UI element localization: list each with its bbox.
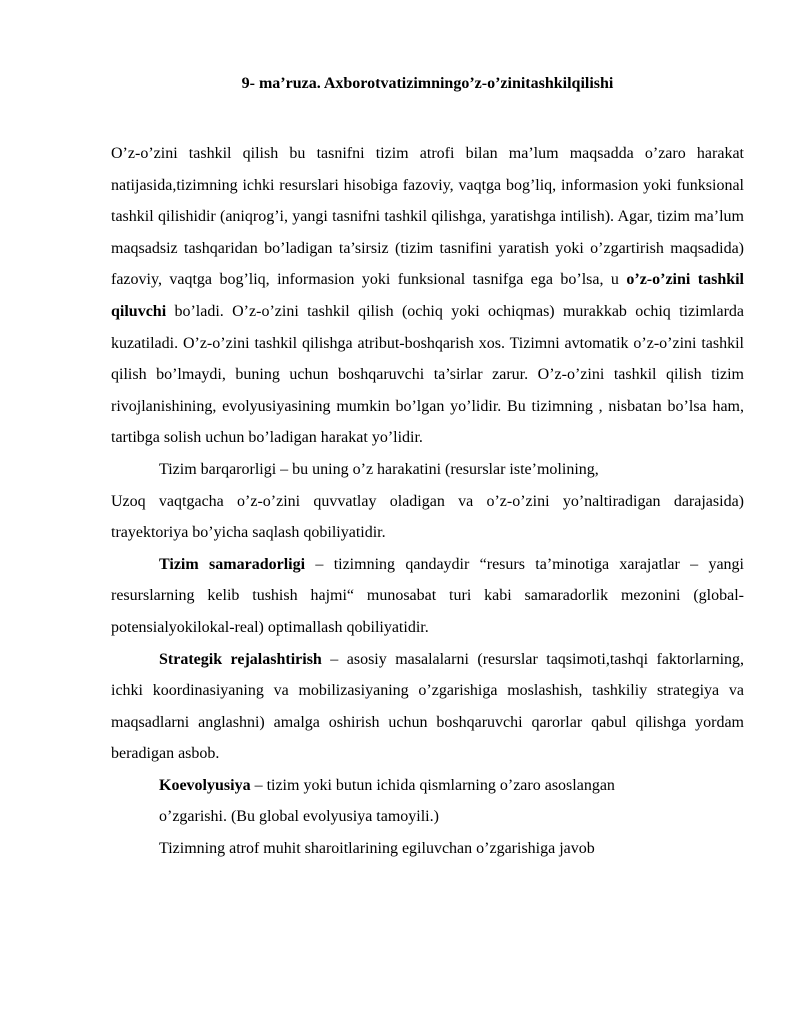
- paragraph-self-organization: [111, 138, 744, 454]
- document-body: [111, 138, 744, 865]
- bold-term-coevolution: Koevolyusiya: [159, 776, 251, 794]
- bold-term-strategic-planning: Strategik rejalashtirish: [159, 650, 322, 668]
- paragraph-text: – tizim yoki butun ichida qismlarning o’zaro asoslangan: [250, 776, 615, 794]
- bold-term-system-efficiency: Tizim samaradorligi: [159, 555, 306, 573]
- paragraph-system-stability: Tizim barqarorligi – bu uning o’z harakatini (resurslar iste’molining,: [159, 460, 599, 478]
- paragraph-text: – tizimning qandaydir “resurs ta’minotiga xarajatlar – yangi resurslarning kelib tushish hajmi“ munosabat turi kabi samaradorlik mezonini (global-potensialyokilokal-real) optimallash qobiliyatidir.: [111, 555, 744, 636]
- paragraph-stability-continued: Uzoq vaqtgacha o’z-o’zini quvvatlay oladigan va o’z-o’zini yo’naltiradigan darajasida) trayektoriya bo’yicha saqlash qobiliyatidir.: [111, 492, 744, 542]
- page-title: 9- ma’ruza. Axborotvatizimningo’z-o’zinitashkilqilishi: [241, 75, 614, 92]
- document-page: [111, 0, 744, 865]
- paragraph-text: – asosiy masalalarni (resurslar taqsimoti,tashqi faktorlarning, ichki koordinasiyaning va mobilizasiyaning o’zgarishiga moslashish, tashkiliy strategiya va maqsadlarni anglashni) amalga oshirish uchun boshqaruvchi qarorlar qabul qilishga yordam beradigan asbob.: [111, 650, 745, 763]
- paragraph-system-efficiency: [111, 549, 744, 644]
- paragraph-coevolution-continued: o’zgarishi. (Bu global evolyusiya tamoyili.): [159, 808, 439, 826]
- paragraph-text: O’z-o’zini tashkil qilish bu tasnifni tizim atrofi bilan ma’lum maqsadda o’zaro harakat natijasida,tizimning ichki resurslari hisobiga fazoviy, vaqtga bog’liq, informasion yoki funksional tashkil qilishidir (aniqrog’i, yangi tasnifni tashkil qilishga, yaratishga intilish). Agar, tizim ma’lum maqsadsiz tashqaridan bo’ladigan ta’sirsiz (tizim tasnifini yaratish yoki o’zgartirish maqsadida) fazoviy, vaqtga bog’liq, informasion yoki funksional tasnifga ega bo’lsa, u: [111, 145, 744, 289]
- paragraph-strategic-planning: [111, 644, 744, 770]
- paragraph-environment-response: Tizimning atrof muhit sharoitlarining egiluvchan o’zgarishiga javob: [159, 840, 595, 858]
- paragraph-text: bo’ladi. O’z-o’zini tashkil qilish (ochiq yoki ochiqmas) murakkab ochiq tizimlarda kuzatiladi. O’z-o’zini tashkil qilishga atribut-boshqarish xos. Tizimni avtomatik o’z-o’zini tashkil qilish bo’lmaydi, buning uchun boshqaruvchi ta’sirlar zarur. O’z-o’zini tashkil qilish tizim rivojlanishining, evolyusiyasining mumkin bo’lgan yo’lidir. Bu tizimning , nisbatan bo’lsa ham, tartibga solish uchun bo’ladigan harakat yo’lidir.: [111, 302, 744, 447]
- paragraph-coevolution: [111, 770, 744, 802]
- bold-term-self-organizing: o’z-o’zini tashkil qiluvchi: [111, 271, 745, 320]
